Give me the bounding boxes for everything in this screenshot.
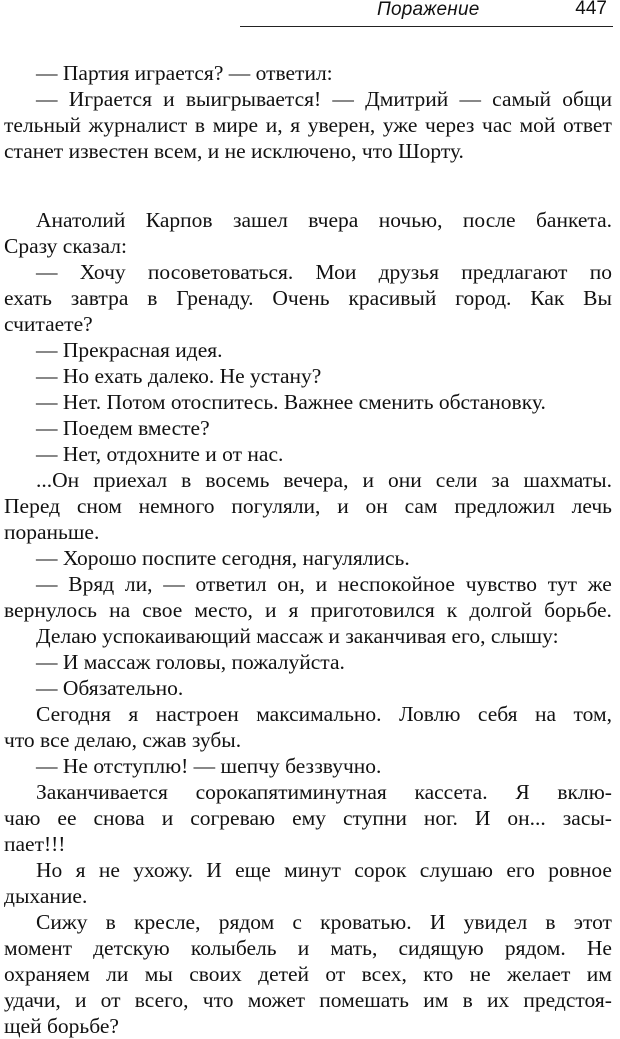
word: предлагают [461, 260, 568, 284]
word: — [163, 572, 185, 596]
text-line: — Нет. Потом отоспитесь. Важнее сменить обстановку. [36, 390, 546, 414]
word: Играется [68, 87, 152, 111]
word: И [474, 806, 491, 830]
word: увидел [463, 910, 528, 934]
word: и [297, 936, 310, 960]
word: момент [4, 936, 72, 960]
word: всех, [361, 962, 407, 986]
word: мой [519, 113, 556, 137]
word: максимально. [256, 702, 382, 726]
word: ухожу. [133, 858, 193, 882]
word: друзья [378, 260, 439, 284]
text-line [4, 805, 612, 831]
page-number: 447 [575, 0, 607, 19]
text-line: — Поедем вместе? [36, 416, 210, 440]
word: и [161, 806, 174, 830]
word: их [486, 988, 510, 1012]
word: в [105, 910, 116, 934]
word: он [365, 494, 388, 518]
word: Сегодня [36, 702, 111, 726]
text-line [4, 467, 612, 493]
word: вечера, [283, 468, 349, 492]
word: сорок [354, 858, 407, 882]
word: и [74, 988, 87, 1012]
text-block-2 [4, 207, 612, 1039]
word: ног. [423, 806, 458, 830]
text-line: станет известен всем, и не исключено, что Шорту. [4, 139, 464, 163]
word: предложил [454, 494, 555, 518]
word: детскую [93, 936, 170, 960]
text-line [4, 857, 612, 883]
text-line: Сразу сказал: [4, 234, 127, 258]
word: сели [435, 468, 478, 492]
word: зашел [232, 208, 288, 232]
word: приехал [93, 468, 168, 492]
word: Сижу [36, 910, 88, 934]
word: и [337, 494, 349, 518]
word: Перед [4, 494, 61, 518]
word: колыбель [190, 936, 277, 960]
word: от [325, 962, 346, 986]
word: общи [562, 87, 612, 111]
word: И [429, 910, 446, 934]
word: уверен, [307, 113, 376, 137]
word: И [206, 858, 222, 882]
word: Как [530, 286, 565, 310]
text-line [4, 597, 612, 623]
text-line: — Но ехать далеко. Не устану? [36, 364, 322, 388]
word: погуляли, [231, 494, 321, 518]
word: лечь [571, 494, 612, 518]
word: Дмитрий [365, 87, 449, 111]
word: свое [142, 598, 183, 622]
word: Не [586, 936, 612, 960]
word: Ловлю [399, 702, 461, 726]
word: и [264, 598, 277, 622]
word: — [332, 87, 354, 111]
word: детей [258, 962, 310, 986]
word: сидящую [398, 936, 484, 960]
text-line [4, 259, 612, 285]
word: помешать [319, 988, 409, 1012]
word: желает [507, 962, 571, 986]
word: ли, [124, 572, 153, 596]
word: не [469, 962, 491, 986]
word: в [462, 988, 473, 1012]
word: засы- [562, 806, 612, 830]
word: в [147, 286, 158, 310]
word: мать, [330, 936, 378, 960]
word: ровное [548, 858, 612, 882]
running-header [240, 0, 613, 27]
word: вернулось [4, 598, 97, 622]
word: кроватью. [320, 910, 412, 934]
word: Мои [315, 260, 357, 284]
word: место, [194, 598, 253, 622]
word: — [36, 572, 58, 596]
text-line: — Обязательно. [36, 676, 184, 700]
text-line [4, 207, 612, 233]
word: ...Он [36, 468, 80, 492]
text-line: пает!!! [4, 832, 66, 856]
word: долгой [469, 598, 533, 622]
word: вклю- [557, 780, 612, 804]
word: том, [573, 702, 612, 726]
word: борьбе. [544, 598, 612, 622]
word: вчера [308, 208, 359, 232]
text-line: — Прекрасная идея. [36, 338, 223, 362]
word: удачи, [4, 988, 61, 1012]
word: сном [76, 494, 122, 518]
text-line: — Нет, отдохните и от нас. [36, 442, 284, 466]
word: я [75, 858, 86, 882]
word: в [545, 910, 556, 934]
text-line: — Партия играется? — ответил: [36, 61, 333, 85]
word: кто [423, 962, 454, 986]
word: рядом [218, 910, 275, 934]
word: им [423, 988, 449, 1012]
word: себя [477, 702, 518, 726]
word: слушаю [419, 858, 493, 882]
text-line [4, 701, 612, 727]
word: ответил [195, 572, 267, 596]
word: журналист [88, 113, 188, 137]
word: в [194, 113, 206, 137]
text-line: Делаю успокаивающий массаж и заканчивая его, слышу: [36, 624, 559, 648]
word: тельный [4, 113, 81, 137]
text-line [4, 987, 612, 1013]
word: Но [36, 858, 63, 882]
word: восемь [205, 468, 270, 492]
word: снова [93, 806, 145, 830]
running-title: Поражение [377, 0, 480, 20]
text-line: — И массаж головы, пожалуйста. [36, 650, 345, 674]
word: охраняем [4, 962, 90, 986]
word: по [589, 260, 612, 284]
word: и [163, 87, 175, 111]
word: от [100, 988, 121, 1012]
text-line [4, 935, 612, 961]
text-line: — Хорошо поспите сегодня, нагулялись. [36, 546, 410, 570]
word: чувство [465, 572, 537, 596]
word: предстоя- [523, 988, 612, 1012]
word: уже [382, 113, 418, 137]
word: им [586, 962, 612, 986]
word: всего, [134, 988, 189, 1012]
word: с [292, 910, 302, 934]
word: его [506, 858, 535, 882]
word: он, [277, 572, 305, 596]
word: мире [212, 113, 259, 137]
word: они [388, 468, 422, 492]
word: в [181, 468, 192, 492]
word: минут [284, 858, 341, 882]
text-line: щей борьбе? [4, 1014, 119, 1038]
word: кассета. [414, 780, 488, 804]
word: не [98, 858, 120, 882]
word: сам [404, 494, 438, 518]
word: — [36, 260, 58, 284]
word: чаю [4, 806, 41, 830]
text-line [4, 779, 612, 805]
word: час [482, 113, 512, 137]
word: красивый [348, 286, 437, 310]
word: ли [106, 962, 129, 986]
text-line: что все делаю, сжав зубы. [4, 728, 242, 752]
word: и [315, 572, 328, 596]
word: ему [292, 806, 326, 830]
word: на [535, 702, 557, 726]
word: — [459, 87, 481, 111]
word: мы [144, 962, 173, 986]
text-line: пораньше. [4, 520, 100, 544]
word: после [462, 208, 516, 232]
word: город. [455, 286, 512, 310]
word: я [288, 598, 299, 622]
word: тут [547, 572, 577, 596]
word: самый [492, 87, 552, 111]
word: Заканчивается [36, 780, 168, 804]
word: же [587, 572, 612, 596]
word: Гренаду. [176, 286, 254, 310]
word: ехать [4, 286, 52, 310]
word: согреваю [190, 806, 276, 830]
text-line: считаете? [4, 312, 93, 336]
text-block-1 [4, 60, 612, 164]
word: выигрывается! [185, 87, 322, 111]
word: что [202, 988, 234, 1012]
word: Вряд [68, 572, 115, 596]
word: немного [138, 494, 215, 518]
text-line [4, 493, 612, 519]
word: банкета. [535, 208, 612, 232]
text-line [4, 86, 612, 112]
word: он... [507, 806, 546, 830]
word: может [247, 988, 306, 1012]
word: настроен [155, 702, 239, 726]
word: кресле, [134, 910, 201, 934]
word: сорокапятиминутная [195, 780, 387, 804]
word: Хочу [79, 260, 126, 284]
word: — [36, 87, 58, 111]
text-line [4, 285, 612, 311]
word: этот [573, 910, 612, 934]
word: завтра [70, 286, 129, 310]
word: шахматы. [523, 468, 612, 492]
word: ступни [342, 806, 407, 830]
word: Вы [583, 286, 612, 310]
text-line: — Не отступлю! — шепчу беззвучно. [36, 754, 382, 778]
word: и [362, 468, 374, 492]
word: на [109, 598, 131, 622]
text-line [4, 571, 612, 597]
word: Анатолий [36, 208, 126, 232]
word: Я [515, 780, 530, 804]
word: я [128, 702, 139, 726]
word: к [446, 598, 458, 622]
word: Очень [272, 286, 330, 310]
word: неспокойное [337, 572, 455, 596]
word: я [290, 113, 301, 137]
word: еще [235, 858, 271, 882]
word: посоветоваться. [147, 260, 294, 284]
word: за [491, 468, 510, 492]
word: ее [57, 806, 77, 830]
text-line [4, 961, 612, 987]
word: своих [189, 962, 242, 986]
word: и, [265, 113, 283, 137]
word: рядом. [504, 936, 566, 960]
text-line [4, 112, 612, 138]
text-line [4, 909, 612, 935]
word: Карпов [145, 208, 213, 232]
word: приготовился [310, 598, 435, 622]
word: ночью, [378, 208, 443, 232]
text-line: дыхание. [4, 884, 88, 908]
word: через [425, 113, 475, 137]
word: ответ [563, 113, 612, 137]
